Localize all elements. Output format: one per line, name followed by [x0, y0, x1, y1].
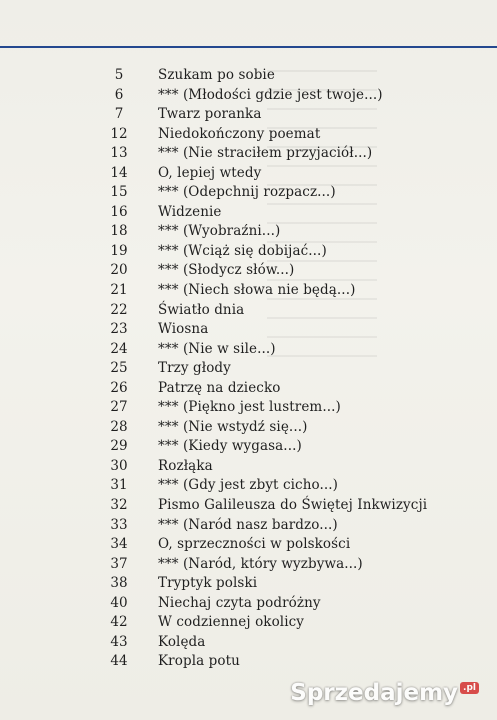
- toc-entry: [0, 613, 497, 633]
- toc-entry: [0, 437, 497, 457]
- toc-title: *** (Kiedy wygasa...): [158, 438, 302, 455]
- toc-entry: [0, 652, 497, 672]
- toc-entry: [0, 398, 497, 418]
- toc-page-number: 14: [110, 164, 128, 181]
- toc-title: *** (Wciąż się dobijać...): [158, 242, 327, 259]
- toc-entry: [0, 476, 497, 496]
- toc-page-number: 18: [110, 223, 128, 240]
- toc-entry: [0, 496, 497, 516]
- toc-entry: [0, 418, 497, 438]
- watermark-badge: .pl: [460, 682, 479, 694]
- toc-title: *** (Nie w sile...): [158, 340, 276, 357]
- toc-page-number: 15: [110, 184, 128, 201]
- watermark-logo: [290, 680, 479, 706]
- toc-title: O, lepiej wtedy: [158, 164, 262, 181]
- toc-page-number: 42: [110, 614, 128, 631]
- toc-entry: [0, 555, 497, 575]
- toc-title: *** (Wyobraźni...): [158, 223, 281, 240]
- toc-entry: [0, 105, 497, 125]
- toc-entry: [0, 86, 497, 106]
- toc-title: *** (Naród, który wyzbywa...): [158, 555, 363, 572]
- toc-page-number: 23: [110, 321, 128, 338]
- toc-page-number: 5: [114, 67, 124, 83]
- toc-entry: [0, 535, 497, 555]
- toc-page-number: 40: [110, 594, 128, 611]
- toc-page-number: 21: [110, 282, 128, 299]
- toc-title: *** (Gdy jest zbyt cicho...): [158, 477, 339, 494]
- toc-title: Patrzę na dziecko: [158, 379, 281, 396]
- toc-page-number: 24: [110, 340, 128, 357]
- toc-title: Kropla potu: [158, 653, 240, 670]
- toc-title: Rozłąka: [158, 457, 213, 474]
- toc-page-number: 28: [110, 418, 128, 435]
- toc-entry: [0, 594, 497, 614]
- toc-page-number: 31: [110, 477, 128, 494]
- toc-title: *** (Młodości gdzie jest twoje...): [158, 86, 383, 103]
- toc-title: *** (Nie wstydź się...): [158, 418, 308, 435]
- toc-entry: [0, 320, 497, 340]
- toc-page-number: 20: [110, 262, 128, 279]
- toc-title: Niechaj czyta podróżny: [158, 594, 321, 611]
- toc-page-number: 29: [110, 438, 128, 455]
- toc-title: *** (Piękno jest lustrem...): [158, 399, 341, 416]
- toc-title: Tryptyk polski: [158, 575, 258, 592]
- toc-page-number: 6: [114, 86, 124, 103]
- toc-entry: [0, 340, 497, 360]
- toc-page-number: 33: [110, 516, 128, 533]
- toc-page-number: 19: [110, 242, 128, 259]
- toc-page-number: 34: [110, 536, 128, 553]
- toc-title: *** (Nie straciłem przyjaciół...): [158, 145, 373, 162]
- toc-page-number: 16: [110, 203, 128, 220]
- toc-title: O, sprzeczności w polskości: [158, 536, 351, 553]
- toc-page-number: 32: [110, 497, 128, 514]
- table-of-contents: [0, 66, 497, 672]
- toc-entry: [0, 633, 497, 653]
- toc-title: Twarz poranka: [158, 106, 262, 123]
- toc-title: W codziennej okolicy: [158, 614, 305, 631]
- toc-entry: [0, 301, 497, 321]
- toc-entry: [0, 516, 497, 536]
- toc-entry: [0, 164, 497, 184]
- toc-page-number: 43: [110, 633, 128, 650]
- toc-title: *** (Odepchnij rozpacz...): [158, 184, 336, 201]
- toc-title: Pismo Galileusza do Świętej Inkwizycji: [158, 497, 428, 514]
- toc-title: *** (Naród nasz bardzo...): [158, 516, 338, 533]
- toc-title: Światło dnia: [158, 301, 245, 318]
- toc-entry: [0, 281, 497, 301]
- toc-entry: [0, 66, 497, 86]
- toc-page-number: 38: [110, 575, 128, 592]
- toc-entry: [0, 261, 497, 281]
- toc-page-number: 27: [110, 399, 128, 416]
- toc-entry: [0, 359, 497, 379]
- top-rule: [0, 46, 497, 48]
- toc-page-number: 30: [110, 457, 128, 474]
- toc-page-number: 7: [114, 106, 124, 123]
- toc-title: *** (Niech słowa nie będą...): [158, 282, 356, 299]
- toc-entry: [0, 144, 497, 164]
- toc-entry: [0, 457, 497, 477]
- toc-page-number: 26: [110, 379, 128, 396]
- toc-entry: [0, 183, 497, 203]
- toc-entry: [0, 203, 497, 223]
- toc-title: *** (Słodycz słów...): [158, 262, 295, 279]
- toc-title: Widzenie: [158, 203, 222, 220]
- toc-entry: [0, 574, 497, 594]
- toc-title: Szukam po sobie: [158, 67, 275, 83]
- toc-entry: [0, 379, 497, 399]
- toc-title: Trzy głody: [158, 360, 231, 377]
- toc-title: Wiosna: [158, 321, 209, 338]
- toc-page-number: 12: [110, 125, 128, 142]
- toc-entry: [0, 242, 497, 262]
- toc-title: Niedokończony poemat: [158, 125, 321, 142]
- toc-page-number: 44: [110, 653, 128, 670]
- toc-page-number: 13: [110, 145, 128, 162]
- watermark-text: Sprzedajemy: [290, 680, 459, 706]
- toc-page-number: 22: [110, 301, 128, 318]
- toc-title: Kolęda: [158, 633, 206, 650]
- toc-entry: [0, 222, 497, 242]
- toc-page-number: 25: [110, 360, 128, 377]
- toc-entry: [0, 125, 497, 145]
- toc-page-number: 37: [110, 555, 128, 572]
